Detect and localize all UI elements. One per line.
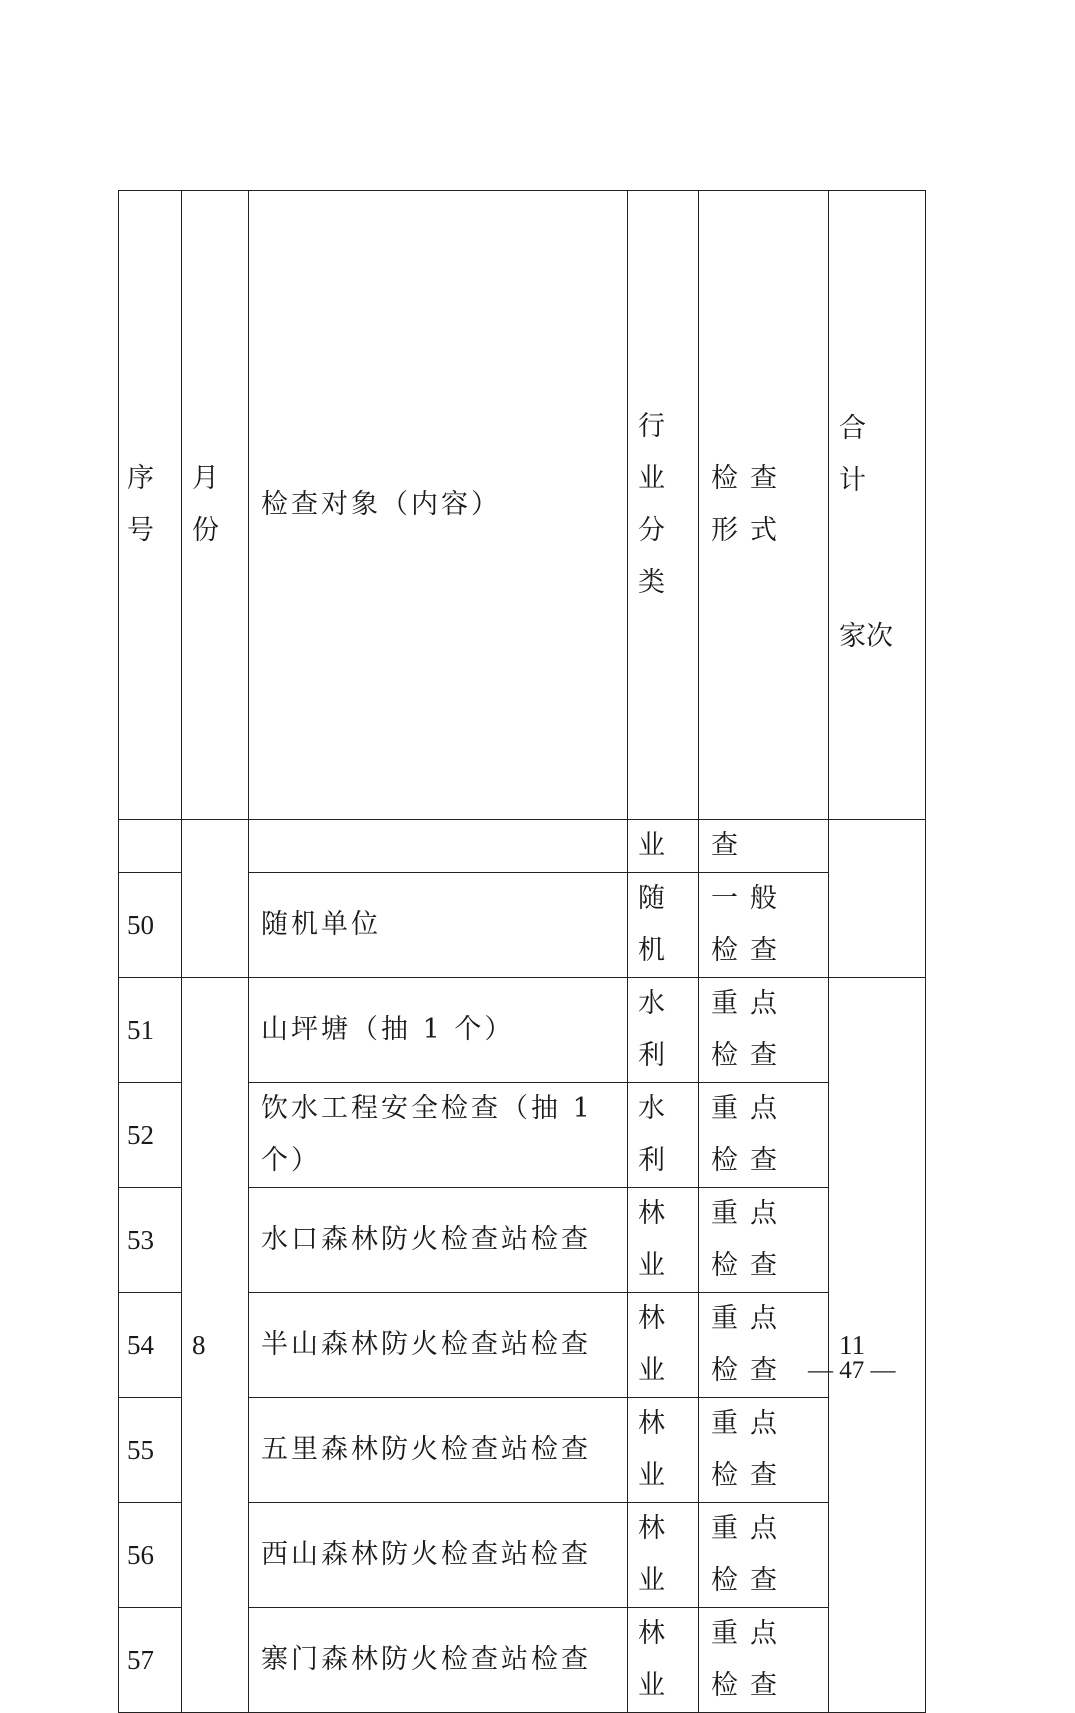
row-form: 重点检查 xyxy=(699,1083,829,1188)
row-industry: 水利 xyxy=(628,978,699,1083)
row-month xyxy=(182,820,249,978)
row-no: 53 xyxy=(119,1188,182,1293)
table-row xyxy=(119,820,926,873)
header-no: 序号 xyxy=(119,191,182,820)
row-form: 重点检查 xyxy=(699,1188,829,1293)
table-header-row xyxy=(119,191,926,820)
row-object: 饮水工程安全检查（抽 1 个） xyxy=(249,1083,628,1188)
row-industry: 林业 xyxy=(628,1398,699,1503)
row-form: 重点检查 xyxy=(699,1398,829,1503)
row-object: 山坪塘（抽 1 个） xyxy=(249,978,628,1083)
header-form: 检查形式 xyxy=(699,191,829,820)
row-object: 半山森林防火检查站检查 xyxy=(249,1293,628,1398)
row-object: 寨门森林防火检查站检查 xyxy=(249,1608,628,1713)
row-industry: 业 xyxy=(628,820,699,873)
row-object: 五里森林防火检查站检查 xyxy=(249,1398,628,1503)
header-total: 合计 家次 xyxy=(829,191,926,820)
row-form: 重点检查 xyxy=(699,1503,829,1608)
row-form: 重点检查 xyxy=(699,1293,829,1398)
page-number: — 47 — xyxy=(808,1357,896,1384)
row-object xyxy=(249,820,628,873)
row-industry: 林业 xyxy=(628,1503,699,1608)
row-form: 重点检查 xyxy=(699,1608,829,1713)
row-no: 57 xyxy=(119,1608,182,1713)
header-industry: 行业分类 xyxy=(628,191,699,820)
row-no: 55 xyxy=(119,1398,182,1503)
row-industry: 林业 xyxy=(628,1293,699,1398)
row-no: 50 xyxy=(119,873,182,978)
row-form: 一般检查 xyxy=(699,873,829,978)
table-row xyxy=(119,978,926,1083)
row-no: 52 xyxy=(119,1083,182,1188)
row-no: 54 xyxy=(119,1293,182,1398)
row-object: 随机单位 xyxy=(249,873,628,978)
row-no: 51 xyxy=(119,978,182,1083)
row-no: 56 xyxy=(119,1503,182,1608)
row-form: 重点检查 xyxy=(699,978,829,1083)
row-industry: 林业 xyxy=(628,1608,699,1713)
header-month: 月份 xyxy=(182,191,249,820)
row-industry: 随机 xyxy=(628,873,699,978)
row-industry: 水利 xyxy=(628,1083,699,1188)
month-group: 8 xyxy=(182,978,249,1713)
total-group: 11 xyxy=(829,978,926,1713)
row-object: 水口森林防火检查站检查 xyxy=(249,1188,628,1293)
row-object: 西山森林防火检查站检查 xyxy=(249,1503,628,1608)
header-object: 检查对象（内容） xyxy=(249,191,628,820)
row-total xyxy=(829,820,926,978)
row-no xyxy=(119,820,182,873)
row-form: 查 xyxy=(699,820,829,873)
row-industry: 林业 xyxy=(628,1188,699,1293)
